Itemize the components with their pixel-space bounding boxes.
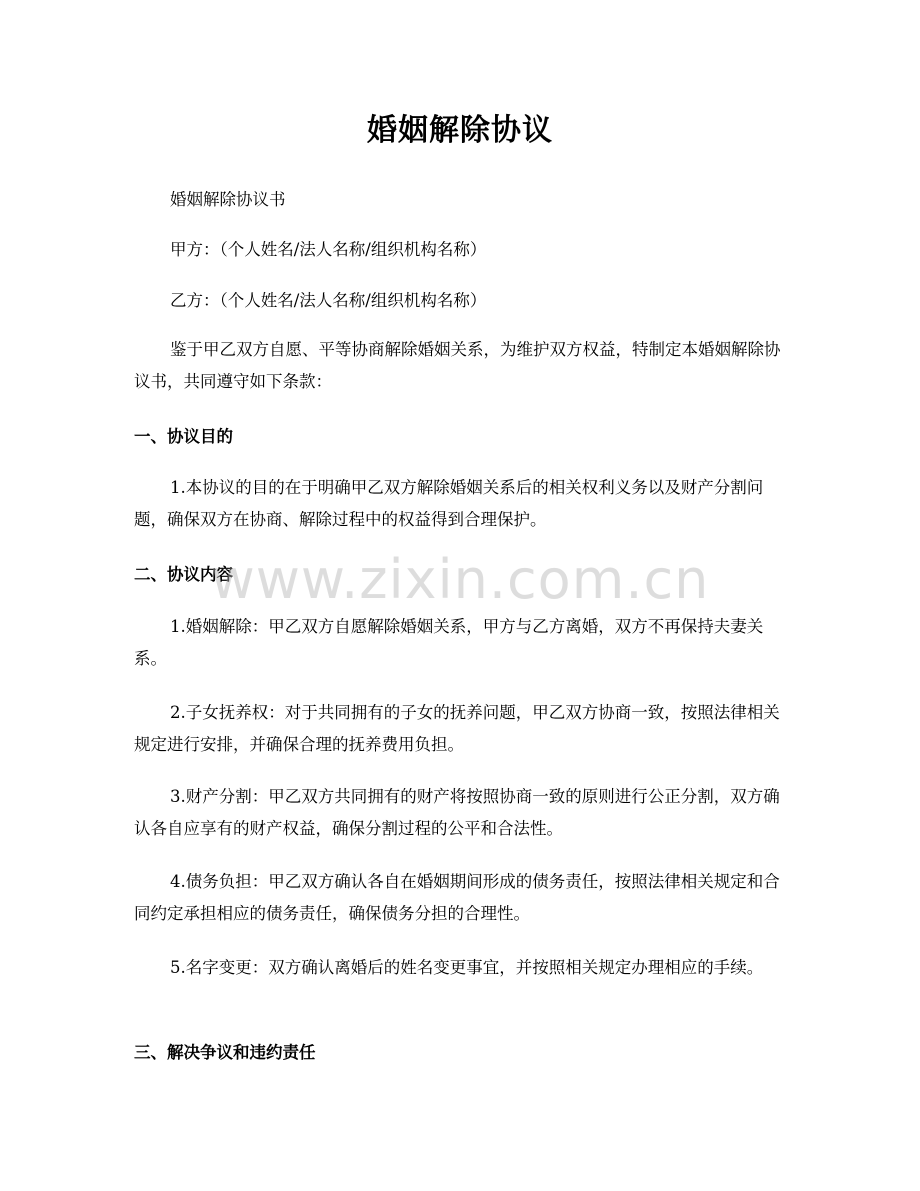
- section-content-item-3: 3.财产分割：甲乙双方共同拥有的财产将按照协商一致的原则进行公正分割，双方确认各自应享有的财产权益，确保分割过程的公平和合法性。: [134, 787, 780, 838]
- section-content-item-4: 4.债务负担：甲乙双方确认各自在婚姻期间形成的债务责任，按照法律相关规定和合同约定承担相应的债务责任，确保债务分担的合理性。: [134, 872, 780, 923]
- paragraph-preamble: 鉴于甲乙双方自愿、平等协商解除婚姻关系，为维护双方权益，特制定本婚姻解除协议书，共同遵守如下条款：: [134, 340, 781, 391]
- paragraph-subtitle: 婚姻解除协议书: [170, 190, 286, 209]
- document-title: 婚姻解除协议: [367, 113, 553, 148]
- section-content-item-5: 5.名字变更：双方确认离婚后的姓名变更事宜，并按照相关规定办理相应的手续。: [170, 958, 764, 977]
- watermark: www.zixin.com.cn: [210, 548, 710, 611]
- paragraph-party-a: 甲方：（个人姓名/法人名称/组织机构名称）: [170, 240, 487, 259]
- section-heading-content: 二、协议内容: [134, 565, 233, 584]
- section-heading-disputes: 三、解决争议和违约责任: [134, 1043, 316, 1062]
- section-heading-purpose: 一、协议目的: [134, 427, 233, 446]
- section-purpose-item-1: 1.本协议的目的在于明确甲乙双方解除婚姻关系后的相关权利义务以及财产分割问题，确保双方在协商、解除过程中的权益得到合理保护。: [134, 478, 764, 529]
- section-content-item-2: 2.子女抚养权：对于共同拥有的子女的抚养问题，甲乙双方协商一致，按照法律相关规定进行安排，并确保合理的抚养费用负担。: [134, 703, 780, 754]
- paragraph-party-b: 乙方：（个人姓名/法人名称/组织机构名称）: [170, 291, 487, 310]
- section-content-item-1: 1.婚姻解除：甲乙双方自愿解除婚姻关系，甲方与乙方离婚，双方不再保持夫妻关系。: [134, 617, 764, 668]
